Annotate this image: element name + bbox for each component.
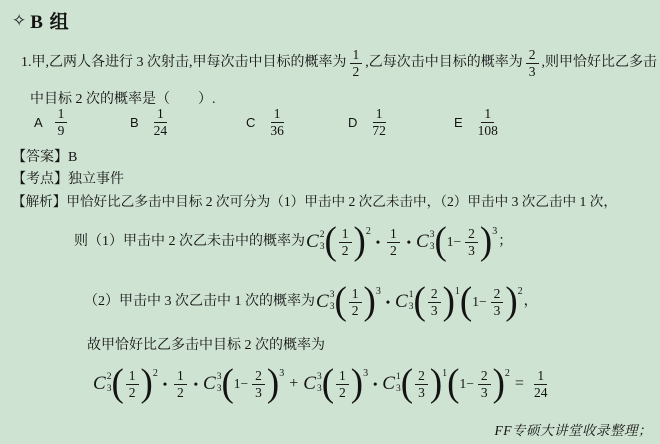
numerator: 1 — [387, 226, 400, 243]
combination-letter: C — [303, 373, 316, 394]
math-text: ,乙每次击中目标的概率为 — [365, 54, 523, 70]
open-paren: ( — [324, 220, 337, 264]
denominator: 9 — [57, 122, 65, 138]
open-paren: ( — [447, 362, 460, 406]
parenthesized-expression — [447, 362, 511, 406]
parenthesized-expression — [111, 362, 158, 406]
combination-letter: C — [395, 291, 408, 312]
superscript: 3 — [329, 289, 335, 300]
fraction — [428, 286, 441, 318]
fraction — [531, 368, 551, 400]
numerator: 1 — [271, 106, 284, 123]
numerator: 2 — [526, 47, 539, 64]
numerator: 2 — [478, 368, 491, 385]
multiplication-dot: • — [385, 294, 391, 309]
section-title: B 组 — [30, 12, 70, 33]
exponent: 3 — [279, 367, 285, 379]
combination-letter: C — [93, 373, 106, 394]
superscript: 1 — [395, 371, 401, 382]
analysis-step3-text: 故甲恰好比乙多击中目标 2 次的概率为 — [87, 338, 325, 353]
close-paren: ) — [353, 220, 366, 264]
option-value — [472, 106, 504, 138]
subscript: 3 — [319, 242, 325, 252]
analysis-step1-formula — [74, 216, 512, 268]
option-value — [52, 106, 71, 138]
parenthesized-expression — [413, 280, 460, 324]
numerator: 2 — [252, 368, 265, 385]
option-d — [348, 100, 392, 144]
binomial-coefficient — [416, 231, 434, 253]
subscript: 3 — [429, 242, 435, 252]
superscript: 3 — [316, 371, 322, 382]
fraction — [151, 106, 171, 138]
numerator: 2 — [491, 286, 504, 303]
binomial-coefficient — [93, 373, 111, 395]
analysis-step2-formula — [84, 276, 538, 328]
denominator: 2 — [351, 302, 359, 318]
exponent: 2 — [517, 285, 523, 297]
analysis-line — [12, 190, 617, 210]
subscript: 3 — [408, 302, 414, 312]
denominator: 3 — [528, 63, 536, 79]
exponent: 2 — [152, 367, 158, 379]
fraction — [349, 286, 362, 318]
numerator: 1 — [339, 226, 352, 243]
fraction — [369, 106, 389, 138]
multiplication-dot: • — [193, 376, 198, 391]
denominator: 3 — [255, 384, 262, 400]
operator: = — [514, 375, 524, 392]
numerator: 1 — [373, 106, 386, 123]
numerator: 1 — [174, 368, 187, 385]
analysis-tag: 【解析】 — [12, 194, 67, 209]
multiplication-dot: • — [373, 376, 378, 391]
subscript: 3 — [395, 384, 401, 394]
denominator: 72 — [372, 122, 386, 138]
superscript: 1 — [408, 289, 414, 300]
fraction — [475, 106, 501, 138]
exponent: 3 — [363, 367, 369, 379]
option-label: C — [246, 114, 256, 130]
close-paren: ) — [505, 280, 518, 324]
fraction — [491, 286, 504, 318]
math-text: 1.甲,乙两人各进行 3 次射击,甲每次击中目标的概率为 — [21, 54, 347, 70]
answer-tag: 【答案】 — [12, 150, 68, 165]
close-paren: ) — [492, 362, 505, 406]
open-paren: ( — [413, 280, 426, 324]
option-label: A — [34, 114, 43, 130]
option-value — [366, 106, 392, 138]
numerator: 1 — [55, 106, 68, 123]
multiplication-dot: • — [406, 234, 411, 249]
binomial-coefficient — [395, 291, 413, 313]
exponent: 1 — [442, 367, 448, 379]
fraction — [478, 368, 491, 400]
option-a — [34, 100, 70, 144]
parenthesized-expression — [334, 280, 381, 324]
fraction — [174, 368, 187, 400]
math-text: （2）甲击中 3 次乙击中 1 次的概率为 — [84, 293, 315, 309]
denominator: 24 — [533, 384, 548, 400]
math-text: ， — [523, 293, 538, 309]
open-paren: ( — [321, 362, 335, 406]
final-formula — [92, 356, 553, 412]
subscript: 3 — [216, 384, 222, 394]
subscript: 3 — [106, 384, 112, 394]
denominator: 2 — [177, 384, 184, 400]
close-paren: ) — [429, 362, 443, 406]
denominator: 3 — [468, 242, 475, 258]
option-label: D — [348, 114, 358, 130]
exponent: 2 — [504, 367, 510, 379]
close-paren: ) — [350, 362, 364, 406]
denominator: 3 — [480, 384, 488, 400]
option-value — [148, 106, 174, 138]
combination-letter: C — [416, 231, 429, 252]
topic-line — [12, 168, 124, 188]
open-paren: ( — [459, 280, 473, 324]
combination-letter: C — [382, 373, 395, 394]
open-paren: ( — [434, 220, 447, 264]
binomial-coefficient — [306, 231, 324, 253]
open-paren: ( — [111, 362, 124, 406]
numerator: 2 — [415, 368, 428, 385]
diamond-icon: ✧ — [12, 10, 28, 30]
close-paren: ) — [442, 280, 455, 324]
pre-text: 1− — [472, 294, 487, 309]
denominator: 24 — [153, 122, 168, 138]
subscript: 3 — [316, 384, 322, 394]
exponent: 2 — [365, 225, 371, 237]
denominator: 3 — [430, 302, 438, 318]
binomial-coefficient — [316, 291, 334, 313]
answer-value: B — [68, 150, 78, 165]
operator: + — [289, 375, 299, 392]
option-c — [246, 100, 290, 144]
option-value — [264, 106, 290, 138]
combination-letter: C — [306, 231, 319, 252]
parenthesized-expression — [400, 362, 448, 406]
multiplication-dot: • — [162, 376, 168, 391]
combination-letter: C — [316, 291, 329, 312]
fraction — [350, 47, 363, 79]
close-paren: ) — [266, 362, 280, 406]
binomial-coefficient — [382, 373, 400, 395]
numerator: 1 — [481, 106, 494, 123]
option-b — [130, 100, 173, 144]
binomial-coefficient — [303, 373, 321, 395]
open-paren: ( — [400, 362, 414, 406]
denominator: 2 — [341, 242, 349, 258]
pre-text: 1− — [233, 376, 249, 391]
fraction — [339, 226, 352, 258]
exponent: 1 — [454, 285, 460, 297]
topic-value: 独立事件 — [68, 172, 124, 187]
fraction — [415, 368, 428, 400]
numerator: 1 — [534, 368, 547, 385]
math-text: ,则甲恰好比乙多击 — [541, 54, 657, 70]
analysis-intro: 甲恰好比乙多击中目标 2 次可分为（1）甲击中 2 次乙未击中，（2）甲击中 3 次乙击中 1 次， — [66, 194, 617, 209]
option-e — [454, 100, 504, 144]
denominator: 36 — [270, 122, 284, 138]
binomial-coefficient — [203, 373, 221, 395]
parenthesized-expression — [434, 220, 498, 264]
problem-statement-line2: 中目标 2 次的概率是（ ）. — [30, 92, 216, 107]
open-paren: ( — [334, 280, 347, 324]
watermark-text: FF专硕大讲堂收录整理； — [494, 423, 652, 438]
numerator: 1 — [336, 368, 349, 385]
exponent: 3 — [492, 225, 498, 237]
subscript: 3 — [329, 302, 335, 312]
parenthesized-expression — [321, 362, 369, 406]
option-label: B — [130, 114, 139, 130]
fraction — [267, 106, 287, 138]
problem-statement-line1 — [21, 40, 657, 86]
fraction — [55, 106, 68, 138]
exponent: 3 — [375, 285, 381, 297]
topic-tag: 【考点】 — [12, 172, 68, 187]
fraction — [336, 368, 349, 400]
denominator: 2 — [128, 384, 136, 400]
denominator: 3 — [493, 302, 501, 318]
parenthesized-expression — [221, 362, 285, 406]
close-paren: ) — [479, 220, 493, 264]
options-row — [0, 100, 660, 144]
numerator: 1 — [154, 106, 167, 123]
denominator: 108 — [477, 122, 498, 138]
denominator: 2 — [352, 63, 360, 79]
section-header — [12, 7, 70, 34]
fraction — [387, 226, 400, 258]
math-text: 则（1）甲击中 2 次乙未击中的概率为 — [74, 233, 305, 249]
math-text: ； — [498, 233, 513, 249]
numerator: 2 — [428, 286, 441, 303]
superscript: 2 — [106, 371, 112, 382]
pre-text: 1− — [459, 376, 474, 391]
fraction — [126, 368, 139, 400]
combination-letter: C — [203, 373, 216, 394]
numerator: 1 — [349, 286, 362, 303]
close-paren: ) — [363, 280, 376, 324]
open-paren: ( — [221, 362, 234, 406]
close-paren: ) — [140, 362, 153, 406]
superscript: 3 — [216, 371, 222, 382]
denominator: 3 — [418, 384, 425, 400]
parenthesized-expression — [324, 220, 371, 264]
fraction — [252, 368, 265, 400]
fraction — [526, 47, 539, 79]
parenthesized-expression — [459, 280, 524, 324]
numerator: 1 — [126, 368, 139, 385]
denominator: 2 — [339, 384, 346, 400]
answer-line — [12, 146, 77, 166]
multiplication-dot: • — [375, 234, 381, 249]
superscript: 3 — [429, 229, 435, 240]
option-label: E — [454, 114, 463, 130]
numerator: 2 — [465, 226, 478, 243]
superscript: 2 — [319, 229, 325, 240]
denominator: 2 — [390, 242, 397, 258]
fraction — [465, 226, 478, 258]
numerator: 1 — [350, 47, 363, 64]
pre-text: 1− — [446, 234, 462, 249]
